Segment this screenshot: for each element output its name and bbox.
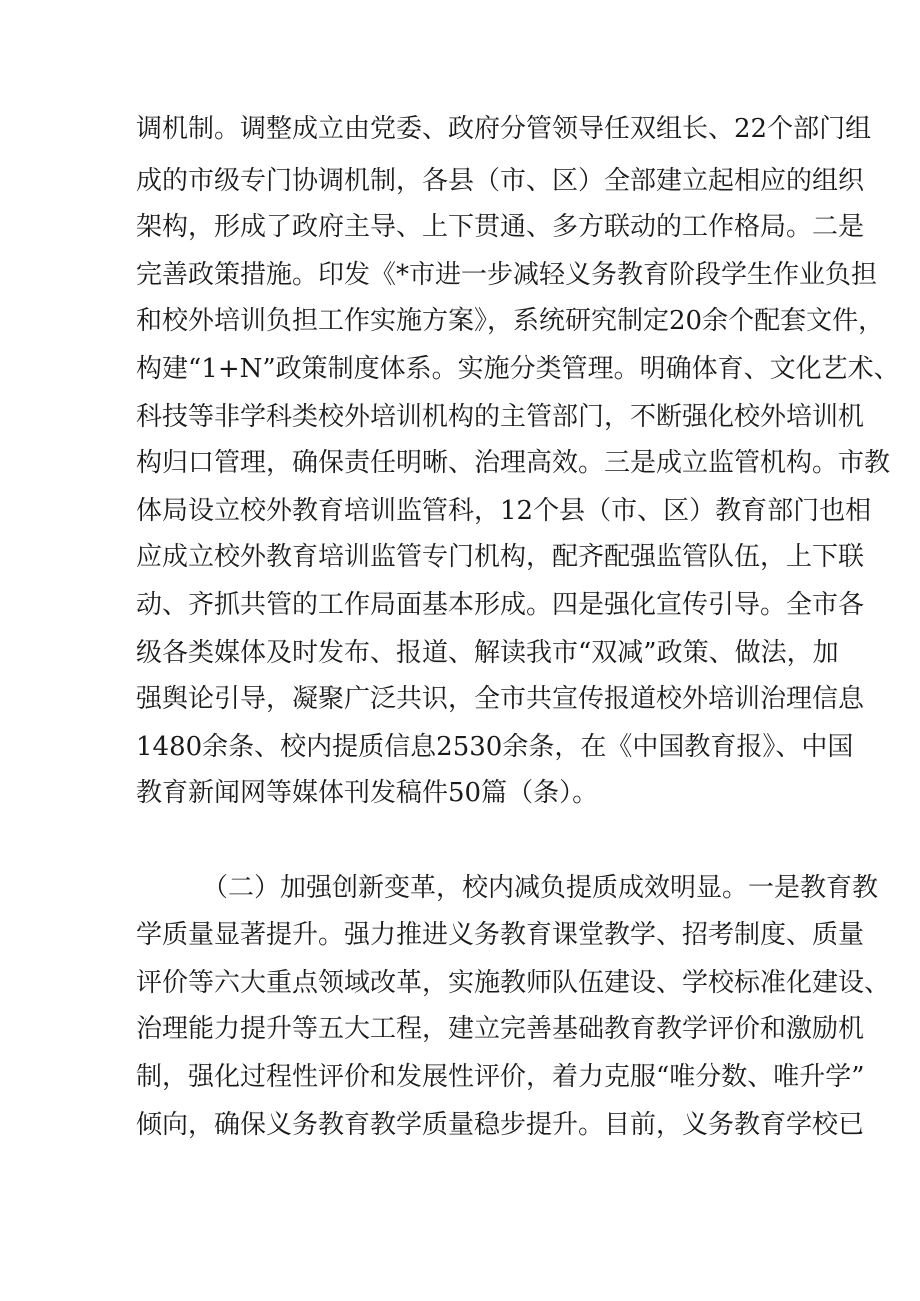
text-line: 动、齐抓共管的工作局面基本形成。四是强化宣传引导。全市各: [136, 590, 865, 620]
text-line: 科技等非学科类校外培训机构的主管部门，不断强化校外培训机: [136, 402, 865, 432]
text-line: 强舆论引导，凝聚广泛共识，全市共宣传报道校外培训治理信息: [136, 684, 865, 714]
text-line: 学质量显著提升。强力推进义务教育课堂教学、招考制度、质量: [136, 920, 865, 950]
text-line: 成的市级专门协调机制，各县（市、区）全部建立起相应的组织: [136, 166, 865, 196]
text-line: 教育新闻网等媒体刊发稿件50篇（条）。: [136, 778, 599, 808]
text-line: 治理能力提升等五大工程，建立完善基础教育教学评价和激励机: [136, 1014, 865, 1044]
text-line: 完善政策措施。印发《*市进一步减轻义务教育阶段学生作业负担: [136, 260, 878, 290]
text-line: 级各类媒体及时发布、报道、解读我市“双减”政策、做法，加: [136, 638, 839, 668]
text-line: 倾向，确保义务教育教学质量稳步提升。目前，义务教育学校已: [136, 1110, 865, 1140]
text-line: 架构，形成了政府主导、上下贯通、多方联动的工作格局。二是: [136, 212, 865, 242]
text-line: 构建“1+N”政策制度体系。实施分类管理。明确体育、文化艺术、: [136, 354, 900, 384]
text-line: 调机制。调整成立由党委、政府分管领导任双组长、22个部门组: [136, 114, 872, 144]
text-line: 1480余条、校内提质信息2530余条，在《中国教育报》、中国: [136, 732, 854, 762]
text-line: （二）加强创新变革，校内减负提质成效明显。一是教育教: [202, 873, 879, 903]
text-line: 制，强化过程性评价和发展性评价，着力克服“唯分数、唯升学”: [136, 1062, 865, 1092]
text-line: 应成立校外教育培训监管专门机构，配齐配强监管队伍，上下联: [136, 542, 865, 572]
text-line: 评价等六大重点领域改革，实施教师队伍建设、学校标准化建设、: [136, 968, 891, 998]
text-line: 体局设立校外教育培训监管科，12个县（市、区）教育部门也相: [136, 496, 872, 526]
text-line: 构归口管理，确保责任明晰、治理高效。三是成立监管机构。市教: [136, 448, 891, 478]
text-line: 和校外培训负担工作实施方案》，系统研究制定20余个配套文件，: [136, 306, 885, 336]
